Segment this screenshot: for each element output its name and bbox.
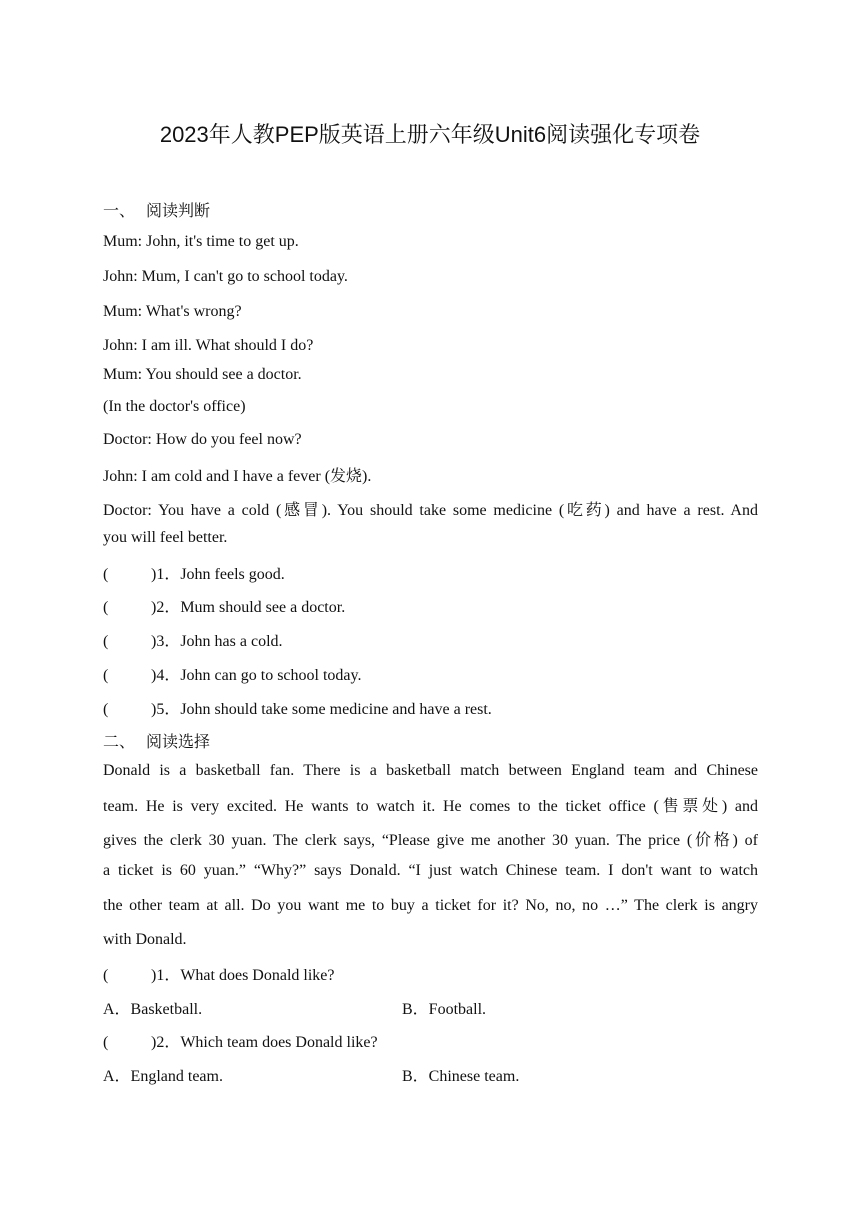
answer-blank[interactable]: ( bbox=[103, 701, 109, 718]
dialogue-line: Mum: What's wrong? bbox=[103, 303, 242, 320]
section-heading-2 bbox=[103, 729, 210, 752]
dialogue-line: (In the doctor's office) bbox=[103, 398, 246, 415]
judgement-question bbox=[103, 662, 362, 685]
dialogue-line: John: I am ill. What should I do? bbox=[103, 337, 314, 354]
dialogue-line: Mum: John, it's time to get up. bbox=[103, 233, 299, 250]
question-text: )2．Which team does Donald like? bbox=[151, 1034, 378, 1051]
dialogue-line: Doctor: How do you feel now? bbox=[103, 431, 302, 448]
judgement-question bbox=[103, 561, 285, 584]
answer-blank[interactable]: ( bbox=[103, 967, 109, 984]
answer-blank[interactable]: ( bbox=[103, 599, 109, 616]
answer-blank[interactable]: ( bbox=[103, 667, 109, 684]
judgement-question bbox=[103, 594, 345, 617]
dialogue-line: Mum: You should see a doctor. bbox=[103, 366, 302, 383]
dialogue-line: Doctor: You have a cold (感冒). You should take some medicine (吃药) and have a rest. And bbox=[103, 502, 758, 519]
passage-line: the other team at all. Do you want me to buy a ticket for it? No, no, no …” The clerk is angry bbox=[103, 897, 758, 914]
question-text: )3．John has a cold. bbox=[151, 633, 283, 650]
option-b[interactable]: B．Football. bbox=[402, 1001, 487, 1018]
answer-blank[interactable]: ( bbox=[103, 633, 109, 650]
option-b[interactable]: B．Chinese team. bbox=[402, 1068, 520, 1085]
option-a[interactable]: A．Basketball. bbox=[103, 1001, 203, 1018]
passage-line: gives the clerk 30 yuan. The clerk says, “Please give me another 30 yuan. The price (价格) of bbox=[103, 832, 758, 849]
question-text: )5．John should take some medicine and have a rest. bbox=[151, 701, 492, 718]
answer-blank[interactable]: ( bbox=[103, 1034, 109, 1051]
dialogue-line: John: Mum, I can't go to school today. bbox=[103, 268, 348, 285]
section-number: 二、 bbox=[103, 734, 136, 751]
question-text: )4．John can go to school today. bbox=[151, 667, 362, 684]
section-heading-1 bbox=[103, 198, 210, 221]
dialogue-line: you will feel better. bbox=[103, 529, 228, 546]
judgement-question bbox=[103, 628, 283, 651]
page-title: 2023年人教PEP版英语上册六年级Unit6阅读强化专项卷 bbox=[159, 122, 701, 147]
choice-question bbox=[103, 962, 335, 985]
question-text: )1．What does Donald like? bbox=[151, 967, 335, 984]
judgement-question bbox=[103, 696, 492, 719]
section-name: 阅读判断 bbox=[146, 203, 211, 220]
answer-blank[interactable]: ( bbox=[103, 566, 109, 583]
passage-line: team. He is very excited. He wants to watch it. He comes to the ticket office (售票处) and bbox=[103, 798, 758, 815]
option-a[interactable]: A．England team. bbox=[103, 1068, 223, 1085]
choice-question bbox=[103, 1029, 378, 1052]
dialogue-line: John: I am cold and I have a fever (发烧). bbox=[103, 468, 372, 485]
question-text: )1．John feels good. bbox=[151, 566, 285, 583]
passage-line: with Donald. bbox=[103, 931, 187, 948]
passage-line: Donald is a basketball fan. There is a basketball match between England team and Chinese bbox=[103, 762, 758, 779]
passage-line: a ticket is 60 yuan.” “Why?” says Donald. “I just watch Chinese team. I don't want to watch bbox=[103, 862, 758, 879]
section-name: 阅读选择 bbox=[146, 734, 211, 751]
question-text: )2．Mum should see a doctor. bbox=[151, 599, 346, 616]
section-number: 一、 bbox=[103, 203, 136, 220]
